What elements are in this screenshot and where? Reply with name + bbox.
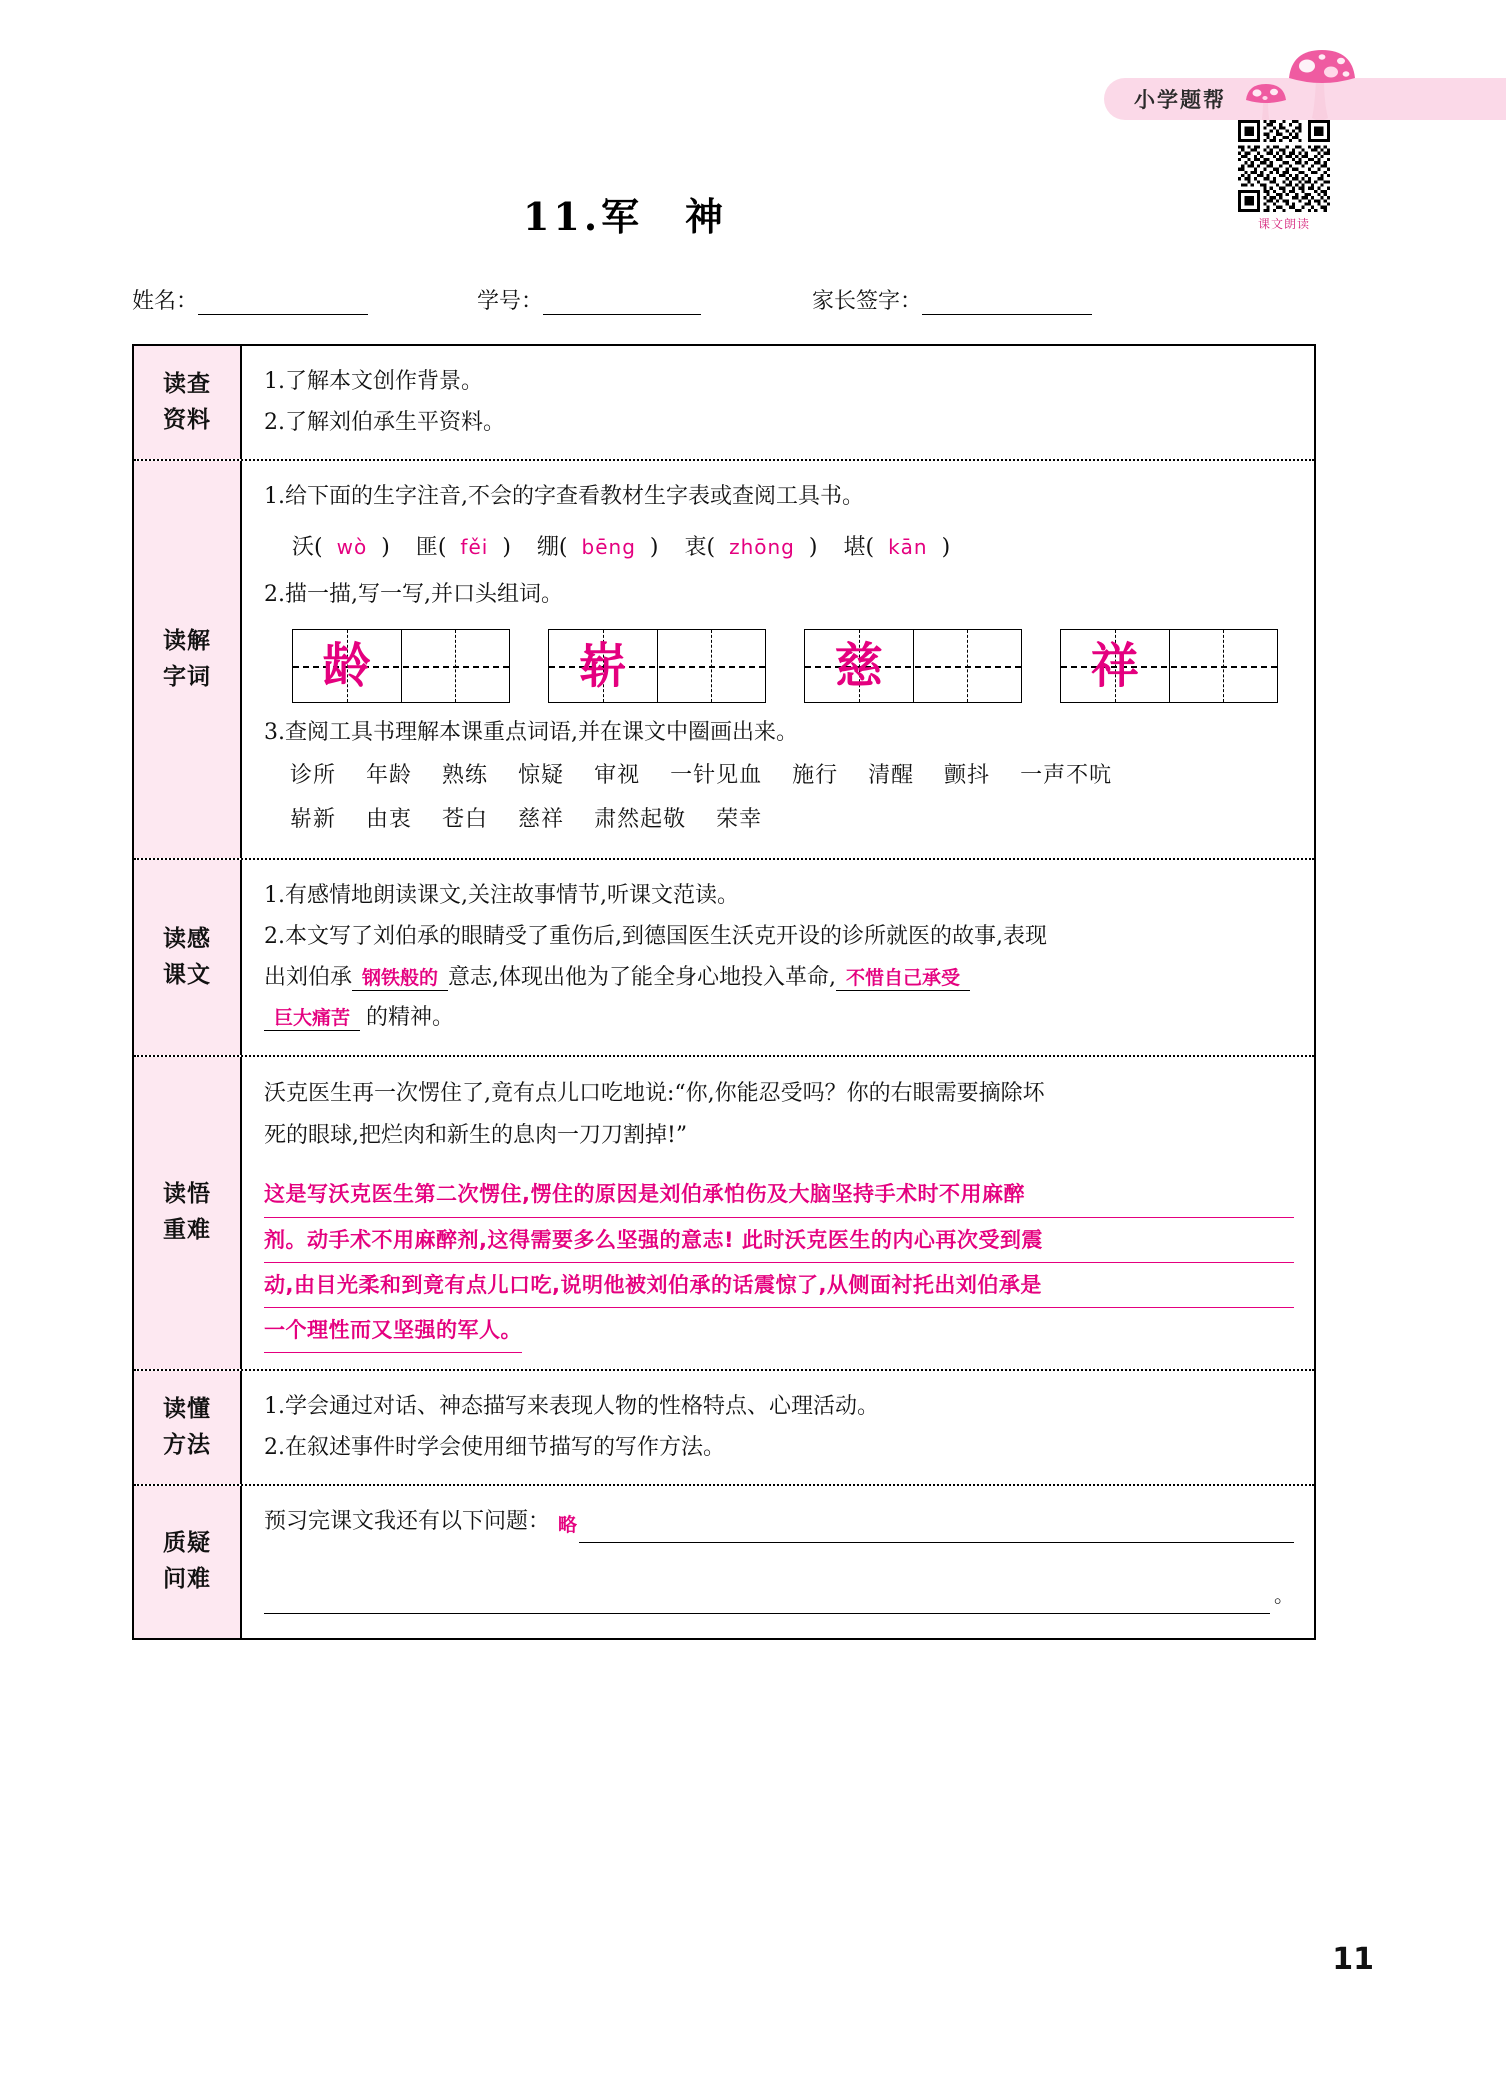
analysis-line: 剂。动手术不用麻醉剂,这得需要多么坚强的意志! 此时沃克医生的内心再次受到震 bbox=[264, 1218, 1294, 1263]
analysis-line: 一个理性而又坚强的军人。 bbox=[264, 1308, 522, 1353]
parent-signature-field[interactable] bbox=[812, 284, 1092, 315]
pinyin-hanzi: 绷 bbox=[536, 535, 559, 561]
pinyin-item[interactable]: 堪( kān ) bbox=[843, 535, 951, 561]
section-row-reading-research bbox=[134, 346, 1314, 461]
section-label-methods bbox=[134, 1371, 242, 1484]
word-item: 诊所 bbox=[290, 763, 337, 789]
fill-in-answer-3[interactable]: 巨大痛苦 bbox=[264, 1007, 360, 1031]
analysis-answer[interactable] bbox=[264, 1172, 1294, 1352]
name-label: 姓名： bbox=[132, 289, 199, 314]
tianzige-grid[interactable] bbox=[292, 629, 510, 703]
word-item: 崭新 bbox=[290, 807, 337, 833]
fill-in-mid: 意志,体现出他为了能全身心地投入革命, bbox=[448, 964, 837, 990]
student-id-field[interactable] bbox=[477, 284, 701, 315]
section-label-line2: 问难 bbox=[163, 1566, 211, 1593]
comprehension-item-2-line2 bbox=[264, 958, 1294, 999]
word-item: 由衷 bbox=[366, 807, 413, 833]
excerpt-quote bbox=[264, 1073, 1294, 1157]
word-item: 颤抖 bbox=[944, 763, 991, 789]
section-label-line2: 字词 bbox=[163, 663, 211, 690]
student-id-input-line[interactable] bbox=[543, 294, 701, 315]
pinyin-exercise-row bbox=[292, 528, 1294, 569]
word-item: 肃然起敬 bbox=[594, 807, 687, 833]
fill-in-suffix: 的精神。 bbox=[366, 1005, 455, 1031]
list-item: 1.了解本文创作背景。 bbox=[264, 369, 483, 394]
pinyin-hanzi: 衷 bbox=[684, 535, 707, 561]
pinyin-hanzi: 匪 bbox=[415, 535, 438, 561]
vocab-question-2: 2.描一描,写一写,并口头组词。 bbox=[264, 581, 563, 607]
section-label-line1: 读查 bbox=[163, 371, 211, 398]
pinyin-answer: bēng bbox=[581, 535, 636, 560]
pinyin-hanzi: 沃 bbox=[292, 535, 315, 561]
grid-cell-filled[interactable] bbox=[549, 630, 657, 702]
word-list-line-2 bbox=[290, 798, 1294, 842]
section-body-methods bbox=[242, 1371, 1314, 1484]
grid-cell-filled[interactable] bbox=[1061, 630, 1169, 702]
section-body-vocabulary bbox=[242, 461, 1314, 858]
list-item: 2.了解刘伯承生平资料。 bbox=[264, 409, 505, 435]
word-item: 年龄 bbox=[366, 763, 413, 789]
pinyin-answer: kān bbox=[888, 535, 928, 560]
word-item: 熟练 bbox=[442, 763, 489, 789]
pinyin-item[interactable]: 衷( zhōng ) bbox=[684, 535, 818, 561]
name-input-line[interactable] bbox=[198, 294, 368, 315]
qr-caption: 课文朗读 bbox=[1257, 217, 1310, 231]
section-row-vocabulary bbox=[134, 461, 1314, 860]
quote-line: 沃克医生再一次愣住了,竟有点儿口吃地说:“你,你能忍受吗？你的右眼需要摘除坏 bbox=[264, 1080, 1045, 1106]
word-item: 惊疑 bbox=[518, 763, 565, 789]
list-item: 2.在叙述事件时学会使用细节描写的写作方法。 bbox=[264, 1434, 725, 1460]
question-write-line-1[interactable] bbox=[579, 1522, 1294, 1543]
section-row-comprehension bbox=[134, 860, 1314, 1057]
vocab-question-3: 3.查阅工具书理解本课重点词语,并在课文中圈画出来。 bbox=[264, 720, 798, 746]
grid-cell-filled[interactable] bbox=[293, 630, 401, 702]
parent-signature-input-line[interactable] bbox=[922, 294, 1092, 315]
pinyin-answer: zhōng bbox=[729, 535, 795, 560]
word-item: 施行 bbox=[792, 763, 839, 789]
section-body-key-difficulty bbox=[242, 1057, 1314, 1369]
comprehension-item-2-line3 bbox=[264, 998, 1294, 1039]
section-label-line1: 读解 bbox=[163, 628, 211, 655]
section-row-methods bbox=[134, 1371, 1314, 1486]
character-practice-grids bbox=[292, 629, 1294, 703]
practice-character: 慈 bbox=[834, 638, 883, 695]
section-label-line2: 课文 bbox=[163, 961, 211, 988]
section-label-reading-research bbox=[134, 346, 242, 459]
section-label-line1: 读懂 bbox=[163, 1395, 211, 1422]
fill-in-prefix: 出刘伯承 bbox=[264, 964, 353, 990]
fill-in-answer-1[interactable]: 钢铁般的 bbox=[352, 967, 448, 991]
section-label-key-difficulty bbox=[134, 1057, 242, 1369]
analysis-line: 这是写沃克医生第二次愣住,愣住的原因是刘伯承怕伤及大脑坚持手术时不用麻醉 bbox=[264, 1172, 1294, 1217]
brand-label: 小学题帮 bbox=[1134, 88, 1226, 112]
quote-line: 死的眼球,把烂肉和新生的息肉一刀刀割掉!” bbox=[264, 1122, 688, 1148]
brand-header bbox=[1076, 62, 1506, 122]
parent-signature-label: 家长签字： bbox=[812, 289, 923, 314]
grid-cell-filled[interactable] bbox=[805, 630, 913, 702]
student-info-row bbox=[132, 284, 1372, 318]
pinyin-answer: wò bbox=[336, 535, 368, 560]
section-row-questions bbox=[134, 1486, 1314, 1638]
name-field[interactable] bbox=[132, 284, 368, 315]
section-label-line1: 质疑 bbox=[163, 1530, 211, 1557]
question-answer[interactable]: 略 bbox=[558, 1513, 578, 1536]
pinyin-hanzi: 堪 bbox=[843, 535, 866, 561]
section-row-key-difficulty bbox=[134, 1057, 1314, 1371]
question-write-row-2 bbox=[264, 1577, 1294, 1614]
pinyin-item[interactable]: 匪( fěi ) bbox=[415, 535, 511, 561]
word-item: 审视 bbox=[594, 763, 641, 789]
comprehension-item-2-line1: 2.本文写了刘伯承的眼睛受了重伤后,到德国医生沃克开设的诊所就医的故事,表现 bbox=[264, 923, 1047, 949]
pinyin-item[interactable]: 绷( bēng ) bbox=[536, 535, 659, 561]
page-number: 11 bbox=[1332, 1942, 1374, 1977]
section-label-line1: 读悟 bbox=[163, 1181, 211, 1208]
question-prompt-row bbox=[264, 1502, 1294, 1543]
fill-in-answer-2[interactable]: 不惜自己承受 bbox=[836, 967, 970, 991]
practice-character: 崭 bbox=[578, 638, 627, 695]
word-item: 一针见血 bbox=[670, 763, 763, 789]
pinyin-item[interactable]: 沃( wò ) bbox=[292, 535, 390, 561]
word-item: 一声不吭 bbox=[1020, 763, 1113, 789]
comprehension-item-1: 1.有感情地朗读课文,关注故事情节,听课文范读。 bbox=[264, 883, 739, 909]
question-write-line-2[interactable] bbox=[264, 1593, 1270, 1614]
section-label-line1: 读感 bbox=[163, 925, 211, 952]
section-label-line2: 方法 bbox=[163, 1431, 211, 1458]
word-item: 清醒 bbox=[868, 763, 915, 789]
section-label-line2: 重难 bbox=[163, 1216, 211, 1243]
word-item: 苍白 bbox=[442, 807, 489, 833]
analysis-line: 动,由目光柔和到竟有点儿口吃,说明他被刘伯承的话震惊了,从侧面衬托出刘伯承是 bbox=[264, 1263, 1294, 1308]
question-prompt-label: 预习完课文我还有以下问题： bbox=[264, 1509, 551, 1535]
section-label-comprehension bbox=[134, 860, 242, 1055]
practice-character: 龄 bbox=[322, 638, 371, 695]
tianzige-grid[interactable] bbox=[804, 629, 1022, 703]
tianzige-grid[interactable] bbox=[1060, 629, 1278, 703]
mushroom-big-icon bbox=[1286, 44, 1358, 122]
tianzige-grid[interactable] bbox=[548, 629, 766, 703]
word-item: 慈祥 bbox=[518, 807, 565, 833]
pinyin-answer: fěi bbox=[460, 535, 489, 560]
section-label-line2: 资料 bbox=[163, 406, 211, 433]
section-label-questions bbox=[134, 1486, 242, 1638]
word-list-line-1 bbox=[290, 754, 1294, 798]
word-item: 荣幸 bbox=[716, 807, 763, 833]
page-title: 11.军 神 bbox=[522, 194, 728, 239]
practice-character: 祥 bbox=[1090, 638, 1139, 695]
worksheet-table bbox=[132, 344, 1316, 1640]
question-end-mark: 。 bbox=[1274, 1582, 1294, 1607]
student-id-label: 学号： bbox=[477, 289, 544, 314]
vocab-question-1: 1.给下面的生字注音,不会的字查看教材生字表或查阅工具书。 bbox=[264, 484, 864, 510]
section-body-questions bbox=[242, 1486, 1314, 1638]
section-label-vocabulary bbox=[134, 461, 242, 858]
list-item: 1.学会通过对话、神态描写来表现人物的性格特点、心理活动。 bbox=[264, 1393, 879, 1419]
section-body-comprehension bbox=[242, 860, 1314, 1055]
section-body-reading-research bbox=[242, 346, 1314, 459]
